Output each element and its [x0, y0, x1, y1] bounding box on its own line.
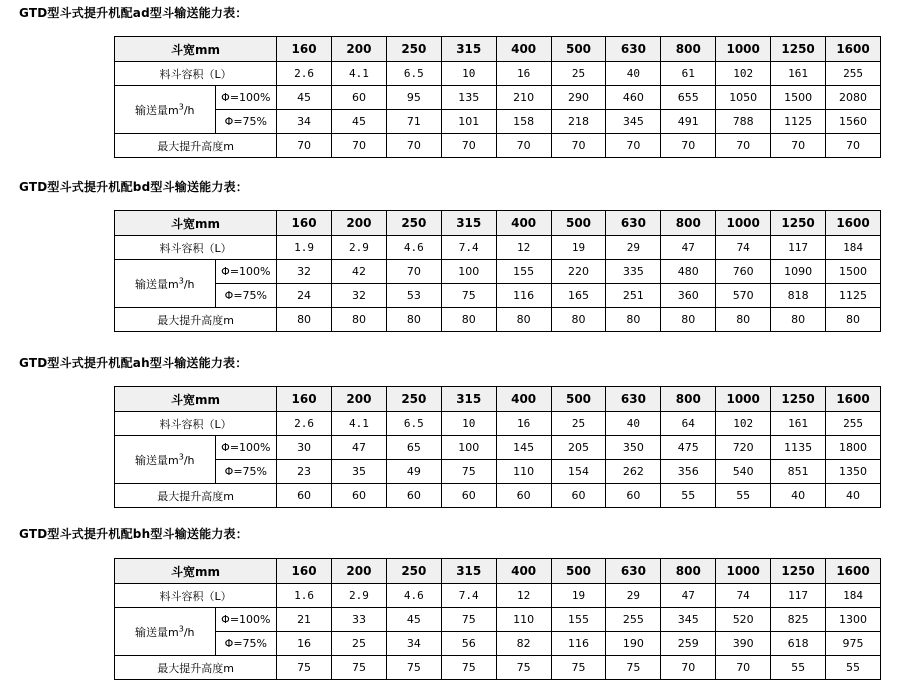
throughput-75-cell: 34	[277, 110, 332, 134]
throughput-75-cell: 154	[551, 460, 606, 484]
throughput-75-cell: 116	[551, 632, 606, 656]
volume-cell: 40	[606, 412, 661, 436]
width-header-cell: 160	[277, 37, 332, 62]
throughput-75-cell: 32	[332, 284, 387, 308]
height-cell: 80	[606, 308, 661, 332]
height-cell: 70	[496, 134, 551, 158]
throughput-75-cell: 262	[606, 460, 661, 484]
height-cell: 80	[826, 308, 881, 332]
throughput-100-cell: 1050	[716, 86, 771, 110]
width-header-cell: 250	[386, 37, 441, 62]
throughput-75-cell: 23	[277, 460, 332, 484]
throughput-75-cell: 618	[771, 632, 826, 656]
volume-label: 料斗容积（L）	[115, 236, 277, 260]
volume-cell: 4.6	[386, 584, 441, 608]
throughput-100-cell: 60	[332, 86, 387, 110]
throughput-label-text: 输送量m	[135, 453, 179, 467]
throughput-100-cell: 255	[606, 608, 661, 632]
width-header-cell: 630	[606, 387, 661, 412]
volume-cell: 1.6	[277, 584, 332, 608]
height-cell: 75	[496, 656, 551, 680]
volume-row	[115, 584, 881, 608]
height-cell: 70	[277, 134, 332, 158]
throughput-100-cell: 1800	[826, 436, 881, 460]
height-cell: 60	[386, 484, 441, 508]
throughput-75-cell: 851	[771, 460, 826, 484]
capacity-table	[114, 558, 881, 680]
throughput-100-cell: 825	[771, 608, 826, 632]
volume-cell: 161	[771, 412, 826, 436]
volume-cell: 64	[661, 412, 716, 436]
width-header-cell: 800	[661, 559, 716, 584]
throughput-75-row	[115, 284, 881, 308]
volume-cell: 1.9	[277, 236, 332, 260]
height-cell: 80	[661, 308, 716, 332]
throughput-75-cell: 75	[441, 460, 496, 484]
height-row	[115, 308, 881, 332]
header-label: 斗宽mm	[115, 387, 277, 412]
throughput-100-cell: 75	[441, 608, 496, 632]
throughput-75-cell: 975	[826, 632, 881, 656]
header-label: 斗宽mm	[115, 559, 277, 584]
throughput-75-cell: 190	[606, 632, 661, 656]
height-cell: 60	[441, 484, 496, 508]
volume-row	[115, 412, 881, 436]
height-label: 最大提升高度m	[115, 484, 277, 508]
volume-cell: 2.9	[332, 236, 387, 260]
throughput-100-cell: 460	[606, 86, 661, 110]
throughput-75-cell: 53	[386, 284, 441, 308]
height-cell: 75	[606, 656, 661, 680]
throughput-100-row	[115, 86, 881, 110]
throughput-100-cell: 42	[332, 260, 387, 284]
throughput-100-cell: 520	[716, 608, 771, 632]
throughput-75-cell: 16	[277, 632, 332, 656]
volume-cell: 184	[826, 236, 881, 260]
volume-label: 料斗容积（L）	[115, 412, 277, 436]
volume-cell: 47	[661, 236, 716, 260]
throughput-75-cell: 491	[661, 110, 716, 134]
width-header-cell: 630	[606, 211, 661, 236]
section-title: GTD型斗式提升机配ah型斗输送能力表：	[19, 356, 248, 370]
height-cell: 60	[332, 484, 387, 508]
throughput-75-cell: 540	[716, 460, 771, 484]
height-label: 最大提升高度m	[115, 308, 277, 332]
height-cell: 80	[441, 308, 496, 332]
throughput-75-row	[115, 632, 881, 656]
throughput-100-cell: 350	[606, 436, 661, 460]
width-header-cell: 400	[496, 559, 551, 584]
throughput-100-cell: 45	[386, 608, 441, 632]
height-label: 最大提升高度m	[115, 656, 277, 680]
throughput-100-cell: 290	[551, 86, 606, 110]
height-cell: 80	[496, 308, 551, 332]
volume-cell: 25	[551, 412, 606, 436]
throughput-100-cell: 1090	[771, 260, 826, 284]
phi-100-label: Φ=100%	[215, 86, 277, 110]
throughput-100-cell: 760	[716, 260, 771, 284]
throughput-75-row	[115, 460, 881, 484]
volume-cell: 4.1	[332, 62, 387, 86]
throughput-75-cell: 345	[606, 110, 661, 134]
height-cell: 80	[386, 308, 441, 332]
volume-cell: 40	[606, 62, 661, 86]
width-header-cell: 400	[496, 211, 551, 236]
phi-75-label: Φ=75%	[215, 110, 277, 134]
throughput-100-cell: 210	[496, 86, 551, 110]
throughput-100-cell: 1135	[771, 436, 826, 460]
volume-cell: 7.4	[441, 236, 496, 260]
throughput-100-cell: 110	[496, 608, 551, 632]
throughput-75-cell: 25	[332, 632, 387, 656]
header-row	[115, 37, 881, 62]
height-cell: 75	[441, 656, 496, 680]
throughput-100-row	[115, 436, 881, 460]
throughput-100-cell: 2080	[826, 86, 881, 110]
volume-cell: 102	[716, 412, 771, 436]
volume-row	[115, 236, 881, 260]
throughput-100-cell: 100	[441, 436, 496, 460]
volume-cell: 4.1	[332, 412, 387, 436]
volume-cell: 2.6	[277, 412, 332, 436]
throughput-75-cell: 34	[386, 632, 441, 656]
phi-75-label: Φ=75%	[215, 284, 277, 308]
width-header-cell: 1250	[771, 387, 826, 412]
volume-cell: 12	[496, 584, 551, 608]
throughput-100-row	[115, 260, 881, 284]
height-cell: 55	[771, 656, 826, 680]
capacity-table	[114, 36, 881, 158]
height-cell: 75	[551, 656, 606, 680]
volume-label: 料斗容积（L）	[115, 62, 277, 86]
volume-cell: 16	[496, 412, 551, 436]
throughput-75-cell: 1125	[826, 284, 881, 308]
volume-cell: 7.4	[441, 584, 496, 608]
throughput-label-exponent: 3	[178, 101, 184, 111]
volume-cell: 74	[716, 236, 771, 260]
throughput-100-cell: 220	[551, 260, 606, 284]
throughput-label	[115, 86, 216, 134]
width-header-cell: 400	[496, 387, 551, 412]
throughput-label	[115, 260, 216, 308]
header-row	[115, 559, 881, 584]
width-header-cell: 200	[332, 559, 387, 584]
header-row	[115, 211, 881, 236]
volume-cell: 6.5	[386, 412, 441, 436]
throughput-label	[115, 436, 216, 484]
width-header-cell: 500	[551, 37, 606, 62]
height-cell: 70	[661, 134, 716, 158]
height-cell: 70	[771, 134, 826, 158]
throughput-75-cell: 356	[661, 460, 716, 484]
width-header-cell: 800	[661, 37, 716, 62]
throughput-100-row	[115, 608, 881, 632]
throughput-75-cell: 1560	[826, 110, 881, 134]
height-cell: 70	[551, 134, 606, 158]
height-cell: 70	[716, 656, 771, 680]
width-header-cell: 315	[441, 37, 496, 62]
volume-cell: 74	[716, 584, 771, 608]
throughput-75-cell: 251	[606, 284, 661, 308]
throughput-75-cell: 45	[332, 110, 387, 134]
volume-cell: 255	[826, 412, 881, 436]
throughput-100-cell: 205	[551, 436, 606, 460]
throughput-100-cell: 47	[332, 436, 387, 460]
height-cell: 55	[826, 656, 881, 680]
height-cell: 60	[496, 484, 551, 508]
throughput-100-cell: 1500	[826, 260, 881, 284]
width-header-cell: 160	[277, 559, 332, 584]
volume-cell: 255	[826, 62, 881, 86]
throughput-100-cell: 155	[551, 608, 606, 632]
throughput-100-cell: 95	[386, 86, 441, 110]
width-header-cell: 1250	[771, 559, 826, 584]
throughput-75-cell: 158	[496, 110, 551, 134]
volume-cell: 29	[606, 236, 661, 260]
width-header-cell: 500	[551, 387, 606, 412]
throughput-100-cell: 45	[277, 86, 332, 110]
width-header-cell: 800	[661, 211, 716, 236]
throughput-100-cell: 335	[606, 260, 661, 284]
height-row	[115, 484, 881, 508]
height-cell: 60	[606, 484, 661, 508]
throughput-75-row	[115, 110, 881, 134]
throughput-75-cell: 49	[386, 460, 441, 484]
volume-cell: 2.9	[332, 584, 387, 608]
throughput-100-cell: 30	[277, 436, 332, 460]
volume-cell: 117	[771, 236, 826, 260]
throughput-75-cell: 165	[551, 284, 606, 308]
throughput-75-cell: 56	[441, 632, 496, 656]
width-header-cell: 1600	[826, 37, 881, 62]
throughput-100-cell: 33	[332, 608, 387, 632]
throughput-label-unit: /h	[183, 103, 195, 117]
width-header-cell: 1250	[771, 37, 826, 62]
phi-100-label: Φ=100%	[215, 608, 277, 632]
throughput-100-cell: 145	[496, 436, 551, 460]
throughput-75-cell: 71	[386, 110, 441, 134]
width-header-cell: 1000	[716, 37, 771, 62]
height-cell: 80	[332, 308, 387, 332]
width-header-cell: 160	[277, 387, 332, 412]
height-cell: 70	[332, 134, 387, 158]
phi-75-label: Φ=75%	[215, 632, 277, 656]
throughput-100-cell: 475	[661, 436, 716, 460]
volume-cell: 19	[551, 584, 606, 608]
width-header-cell: 1000	[716, 559, 771, 584]
throughput-100-cell: 70	[386, 260, 441, 284]
volume-row	[115, 62, 881, 86]
throughput-75-cell: 101	[441, 110, 496, 134]
throughput-75-cell: 35	[332, 460, 387, 484]
width-header-cell: 315	[441, 387, 496, 412]
height-cell: 70	[441, 134, 496, 158]
volume-cell: 61	[661, 62, 716, 86]
throughput-75-cell: 818	[771, 284, 826, 308]
throughput-label-unit: /h	[183, 453, 195, 467]
width-header-cell: 250	[386, 211, 441, 236]
throughput-75-cell: 1125	[771, 110, 826, 134]
throughput-label-exponent: 3	[178, 623, 184, 633]
width-header-cell: 160	[277, 211, 332, 236]
section-title: GTD型斗式提升机配bd型斗输送能力表：	[19, 180, 248, 194]
width-header-cell: 200	[332, 37, 387, 62]
width-header-cell: 1000	[716, 211, 771, 236]
throughput-100-cell: 345	[661, 608, 716, 632]
volume-cell: 184	[826, 584, 881, 608]
width-header-cell: 800	[661, 387, 716, 412]
capacity-table	[114, 386, 881, 508]
phi-100-label: Φ=100%	[215, 260, 277, 284]
throughput-75-cell: 570	[716, 284, 771, 308]
width-header-cell: 315	[441, 211, 496, 236]
volume-cell: 102	[716, 62, 771, 86]
width-header-cell: 200	[332, 211, 387, 236]
throughput-100-cell: 135	[441, 86, 496, 110]
width-header-cell: 315	[441, 559, 496, 584]
throughput-75-cell: 110	[496, 460, 551, 484]
height-cell: 55	[661, 484, 716, 508]
volume-cell: 117	[771, 584, 826, 608]
throughput-75-cell: 24	[277, 284, 332, 308]
throughput-100-cell: 155	[496, 260, 551, 284]
width-header-cell: 500	[551, 559, 606, 584]
width-header-cell: 250	[386, 559, 441, 584]
throughput-75-cell: 360	[661, 284, 716, 308]
height-cell: 40	[771, 484, 826, 508]
header-row	[115, 387, 881, 412]
height-cell: 70	[386, 134, 441, 158]
volume-cell: 10	[441, 62, 496, 86]
height-cell: 70	[716, 134, 771, 158]
volume-cell: 25	[551, 62, 606, 86]
height-row	[115, 134, 881, 158]
volume-cell: 12	[496, 236, 551, 260]
volume-cell: 19	[551, 236, 606, 260]
width-header-cell: 1600	[826, 387, 881, 412]
throughput-100-cell: 65	[386, 436, 441, 460]
throughput-100-cell: 21	[277, 608, 332, 632]
throughput-label-text: 输送量m	[135, 625, 179, 639]
throughput-label-text: 输送量m	[135, 277, 179, 291]
height-cell: 70	[661, 656, 716, 680]
phi-100-label: Φ=100%	[215, 436, 277, 460]
height-row	[115, 656, 881, 680]
throughput-100-cell: 100	[441, 260, 496, 284]
height-cell: 70	[826, 134, 881, 158]
throughput-75-cell: 259	[661, 632, 716, 656]
throughput-label	[115, 608, 216, 656]
volume-cell: 47	[661, 584, 716, 608]
throughput-75-cell: 218	[551, 110, 606, 134]
height-cell: 75	[332, 656, 387, 680]
width-header-cell: 200	[332, 387, 387, 412]
header-label: 斗宽mm	[115, 211, 277, 236]
height-cell: 80	[716, 308, 771, 332]
width-header-cell: 250	[386, 387, 441, 412]
width-header-cell: 630	[606, 37, 661, 62]
volume-cell: 4.6	[386, 236, 441, 260]
section-title: GTD型斗式提升机配ad型斗输送能力表：	[19, 6, 248, 20]
header-label: 斗宽mm	[115, 37, 277, 62]
height-cell: 75	[386, 656, 441, 680]
throughput-75-cell: 1350	[826, 460, 881, 484]
throughput-75-cell: 75	[441, 284, 496, 308]
throughput-75-cell: 82	[496, 632, 551, 656]
height-cell: 60	[551, 484, 606, 508]
volume-label: 料斗容积（L）	[115, 584, 277, 608]
width-header-cell: 500	[551, 211, 606, 236]
throughput-100-cell: 480	[661, 260, 716, 284]
width-header-cell: 1000	[716, 387, 771, 412]
throughput-100-cell: 32	[277, 260, 332, 284]
throughput-100-cell: 1500	[771, 86, 826, 110]
phi-75-label: Φ=75%	[215, 460, 277, 484]
throughput-100-cell: 1300	[826, 608, 881, 632]
capacity-table	[114, 210, 881, 332]
width-header-cell: 1600	[826, 211, 881, 236]
height-cell: 80	[551, 308, 606, 332]
throughput-label-text: 输送量m	[135, 103, 179, 117]
height-label: 最大提升高度m	[115, 134, 277, 158]
width-header-cell: 400	[496, 37, 551, 62]
volume-cell: 6.5	[386, 62, 441, 86]
section-title: GTD型斗式提升机配bh型斗输送能力表：	[19, 527, 248, 541]
height-cell: 70	[606, 134, 661, 158]
volume-cell: 29	[606, 584, 661, 608]
height-cell: 75	[277, 656, 332, 680]
throughput-100-cell: 720	[716, 436, 771, 460]
height-cell: 60	[277, 484, 332, 508]
width-header-cell: 630	[606, 559, 661, 584]
volume-cell: 16	[496, 62, 551, 86]
throughput-75-cell: 788	[716, 110, 771, 134]
width-header-cell: 1600	[826, 559, 881, 584]
throughput-label-exponent: 3	[178, 451, 184, 461]
throughput-75-cell: 390	[716, 632, 771, 656]
volume-cell: 10	[441, 412, 496, 436]
volume-cell: 161	[771, 62, 826, 86]
height-cell: 80	[771, 308, 826, 332]
throughput-100-cell: 655	[661, 86, 716, 110]
volume-cell: 2.6	[277, 62, 332, 86]
throughput-label-unit: /h	[183, 277, 195, 291]
throughput-label-exponent: 3	[178, 275, 184, 285]
width-header-cell: 1250	[771, 211, 826, 236]
height-cell: 55	[716, 484, 771, 508]
height-cell: 80	[277, 308, 332, 332]
height-cell: 40	[826, 484, 881, 508]
throughput-75-cell: 116	[496, 284, 551, 308]
throughput-label-unit: /h	[183, 625, 195, 639]
